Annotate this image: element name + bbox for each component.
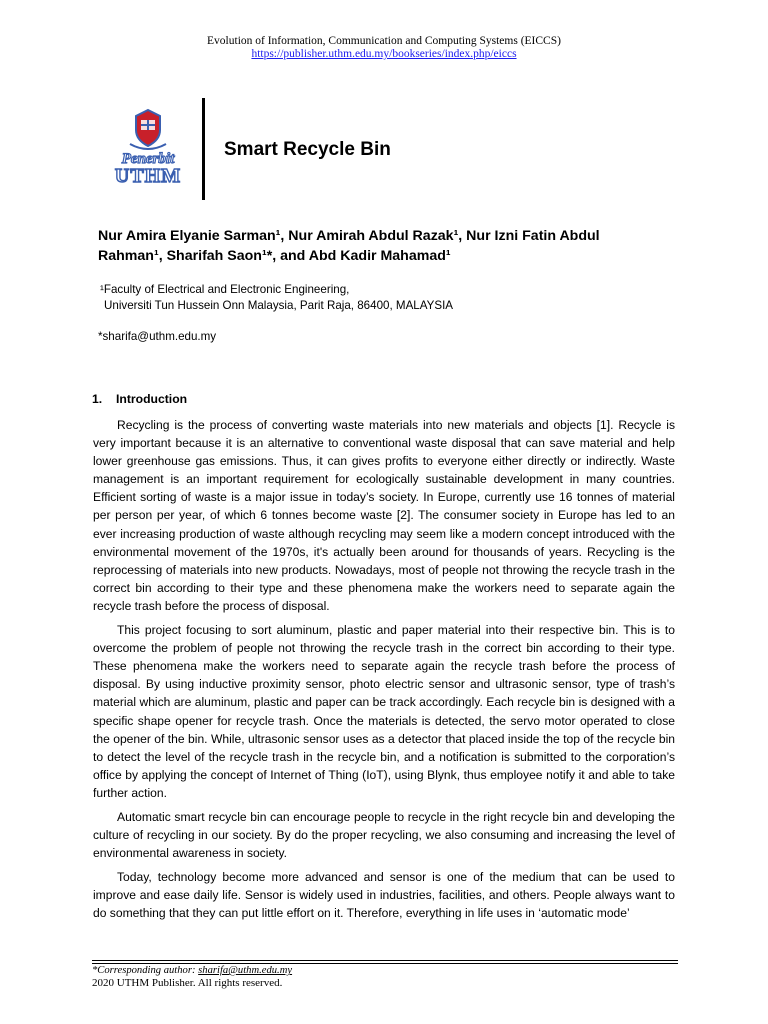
authors-line-1: Nur Amira Elyanie Sarman¹, Nur Amirah Abdul Razak¹, Nur Izni Fatin Abdul <box>98 228 600 244</box>
logo-text-uthm: UTHM <box>114 165 182 187</box>
series-url-link[interactable]: https://publisher.uthm.edu.my/bookseries/index.php/eiccs <box>251 48 517 60</box>
paper-title: Smart Recycle Bin <box>224 139 391 160</box>
series-title: Evolution of Information, Communication and Computing Systems (EICCS) <box>207 35 561 47</box>
corresponding-label: *Corresponding author: <box>92 965 196 976</box>
corresponding-author <box>92 965 292 976</box>
affiliation-line-1: ¹Faculty of Electrical and Electronic Engineering, <box>100 283 350 296</box>
logo-text-penerbit: Penerbit <box>121 151 175 167</box>
authors <box>98 226 688 266</box>
title-divider <box>202 98 205 200</box>
publisher-logo <box>100 108 196 188</box>
footer-rule <box>92 963 678 964</box>
paragraph: Recycling is the process of converting waste materials into new materials and objects [1]. Recycle is very important because it is an alternative to conventional waste disposal that can save material and help lower greenhouse gas emissions. Thus, it can gives profits to everyone either directly or indirectly. Waste management is an important requirement for ecologically sustainable development in many countries. Efficient sorting of waste is a major issue in today’s society. In Europe, currently use 16 tonnes of material per person per year, of which 6 tonnes become waste [2]. The consumer society in Europe has led to an ever increasing production of waste although recycling may seem like a modern concept introduced with the environmental movement of the 1970s, it's actually been around for thousands of years. Recycling is the reprocessing of materials into new products. Nowadays, most of people not throwing the recycle trash in the correct bin according to their type and these phenomena make the workers need to separate again the recycle trash before the process of disposal. <box>93 418 675 613</box>
authors-line-2: Rahman¹, Sharifah Saon¹*, and Abd Kadir Mahamad¹ <box>98 248 451 264</box>
copyright: 2020 UTHM Publisher. All rights reserved. <box>92 977 283 989</box>
section-number: 1. <box>92 392 103 406</box>
section-body <box>93 416 675 929</box>
affiliation-line-2: Universiti Tun Hussein Onn Malaysia, Parit Raja, 86400, MALAYSIA <box>104 299 454 312</box>
paragraph: Automatic smart recycle bin can encourage people to recycle in the right recycle bin and developing the culture of recycling in our society. By do the proper recycling, we also consuming and increasing the level of environmental awareness in society. <box>93 809 675 861</box>
footer-rule <box>92 960 678 961</box>
contact-email: *sharifa@uthm.edu.my <box>98 330 217 343</box>
corresponding-email-link[interactable]: sharifa@uthm.edu.my <box>198 965 293 976</box>
affiliation <box>100 282 453 314</box>
section-heading <box>92 392 187 406</box>
series-url <box>0 48 768 60</box>
uthm-crest-icon <box>100 108 196 188</box>
paragraph: This project focusing to sort aluminum, plastic and paper material into their respective bin. This is to overcome the problem of people not throwing the recycle trash in the correct bin according to their type. These phenomena make the workers need to separate again the recycle trash before the process of disposal. By using inductive proximity sensor, photo electric sensor and ultrasonic sensor, type of trash’s material which are aluminum, plastic and paper can be track accordingly. Each recycle bin is designed with a specific shape opener for recycle trash. Once the materials is detected, the servo motor operated to close the opener of the bin. While, ultrasonic sensor uses as a detector that placed inside the top of the recycle bin to detect the level of the recycle trash in the recycle bin, and a notification is submitted to the corporation’s office by applying the concept of Internet of Thing (IoT), using Blynk, thus employee notify it and able to take further action. <box>93 623 675 800</box>
section-title: Introduction <box>116 392 188 406</box>
paragraph: Today, technology become more advanced and sensor is one of the medium that can be used to improve and ease daily life. Sensor is widely used in industries, facilities, and others. People always want to do something that they can put little effort on it. Therefore, everything in life uses in ‘automatic mode’ <box>93 870 675 921</box>
